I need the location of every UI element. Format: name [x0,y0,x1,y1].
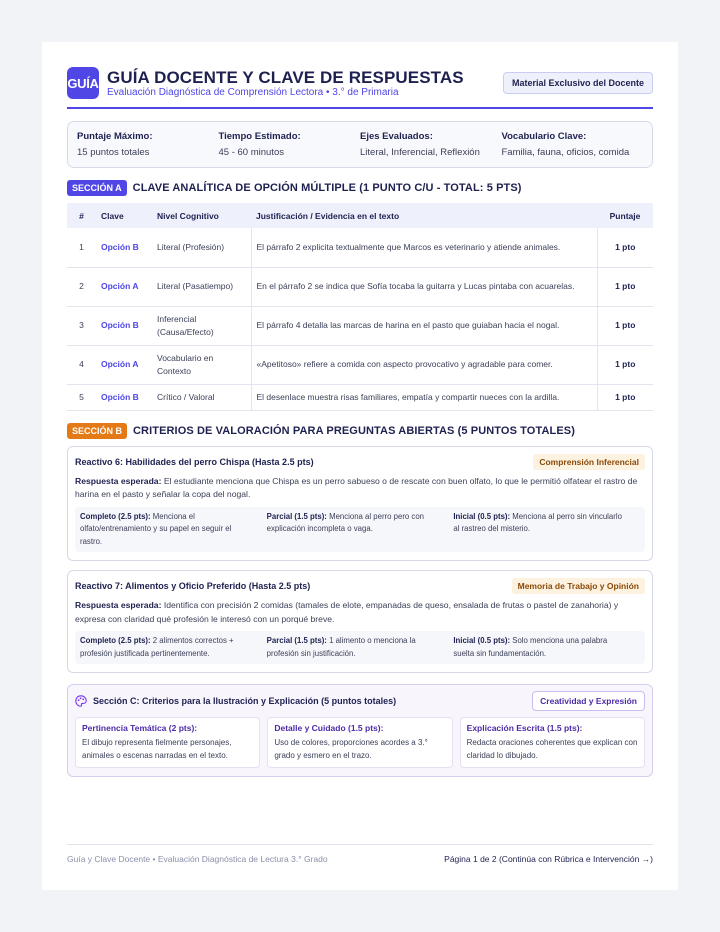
card-header [75,454,645,470]
criterion-text: Redacta oraciones coherentes que explican con claridad lo dibujado. [466,738,638,760]
row-score: 1 pto [597,306,653,345]
item-card-7 [67,570,653,673]
card-title: Reactivo 6: Habilidades del perro Chispa (Hasta 2.5 pts) [75,456,314,467]
summary-item [502,130,644,159]
criterion-card [267,717,452,768]
row-score: 1 pto [597,228,653,267]
section-a-title: CLAVE ANALÍTICA DE OPCIÓN MÚLTIPLE (1 PUNTO C/U - TOTAL: 5 PTS) [132,182,522,194]
col-header-number: # [67,203,96,228]
section-b-header [67,422,653,440]
item-card-6 [67,446,653,562]
row-key: Opción A [96,345,152,384]
summary-item [360,130,502,159]
summary-box [67,121,653,168]
section-a-header [67,179,653,197]
section-c-tag: Creatividad y Expresión [532,691,645,711]
footer [67,844,653,864]
row-justification: En el párrafo 2 se indica que Sofía tocaba la guitarra y Lucas pintaba con acuarelas. [251,267,597,306]
col-header-level: Nivel Cognitivo [152,203,251,228]
table-row [67,228,653,267]
criterion-title: Explicación Escrita (1.5 pts): [466,723,583,733]
table-header-row [67,203,653,228]
criterion-partial: Parcial (1.5 pts): 1 alimento o menciona la profesión sin justificación. [266,636,416,658]
section-c-header [75,691,645,711]
row-key: Opción B [96,384,152,410]
row-justification: El párrafo 2 explicita textualmente que Marcos es veterinario y atiende animales. [251,228,597,267]
row-key: Opción B [96,228,152,267]
criterion-initial: Inicial (0.5 pts): Menciona al perro sin vincularlo al rastreo del misterio. [453,511,622,533]
section-a-tag: SECCIÓN A [67,180,127,196]
section-b-tag: SECCIÓN B [67,423,127,439]
summary-item [77,130,219,159]
summary-value: Familia, fauna, oficios, comida [501,147,630,158]
criterion-text: Uso de colores, proporciones acordes a 3.° grado y esmero en el trazo. [274,738,428,760]
col-header-justification: Justificación / Evidencia en el texto [251,203,597,228]
criterion-complete: Completo (2.5 pts): Menciona el olfato/entrenamiento y su papel en seguir el rastro. [80,511,232,546]
criterion-title: Pertinencia Temática (2 pts): [82,723,198,733]
section-c-criteria [75,717,645,768]
criterion-title: Detalle y Cuidado (1.5 pts): [274,723,384,733]
exclusive-badge: Material Exclusivo del Docente [503,72,653,94]
expected-answer-label: Respuesta esperada: [75,475,162,486]
row-score: 1 pto [597,345,653,384]
criterion-complete: Completo (2.5 pts): 2 alimentos correctos + profesión justificada pertinentemente. [80,636,234,658]
page-title: GUÍA DOCENTE Y CLAVE DE RESPUESTAS [107,67,464,87]
row-number: 1 [67,228,96,267]
expected-answer [75,599,645,626]
criterion-partial: Parcial (1.5 pts): Menciona al perro pero con explicación incompleta o vaga. [266,511,424,533]
section-b-title: CRITERIOS DE VALORACIÓN PARA PREGUNTAS ABIERTAS (5 PUNTOS TOTALES) [133,424,575,437]
criterion-initial: Inicial (0.5 pts): Solo menciona una palabra suelta sin fundamentación. [453,636,608,658]
answer-key-table [67,203,653,411]
logo: GUÍA [67,67,99,99]
table-row [67,306,653,345]
palette-icon [75,695,87,707]
row-number: 2 [67,267,96,306]
summary-label: Vocabulario Clave: [501,131,587,142]
footer-right: Página 1 de 2 (Continúa con Rúbrica e Intervención →) [444,854,653,864]
footer-left: Guía y Clave Docente • Evaluación Diagnóstica de Lectura 3.° Grado [67,854,328,864]
table-row [67,267,653,306]
expected-answer-text: Identifica con precisión 2 comidas (tamales de elote, empanadas de queso, ensalada de frutas o pastel de zanahoria) y expresa con claridad qué profesión le interesó con un porqué breve. [75,600,619,624]
section-c-title-wrap [75,695,396,707]
page [42,42,678,890]
table-row [67,384,653,410]
summary-value: 45 - 60 minutos [218,147,284,158]
page-subtitle: Evaluación Diagnóstica de Comprensión Lectora • 3.° de Primaria [107,86,399,98]
summary-value: Literal, Inferencial, Reflexión [360,147,480,158]
criterion-card [460,717,645,768]
row-level: Crítico / Valoral [152,384,251,410]
col-header-key: Clave [96,203,152,228]
summary-item [219,130,361,159]
summary-label: Puntaje Máximo: [77,131,153,142]
col-header-score: Puntaje [597,203,653,228]
criteria-row [75,631,645,664]
skill-tag: Memoria de Trabajo y Opinión [512,578,645,594]
criterion-text: El dibujo representa fielmente personajes, animales o escenas narradas en el texto. [82,738,232,760]
header [67,66,653,100]
row-level: Literal (Profesión) [152,228,251,267]
expected-answer-text: El estudiante menciona que Chispa es un perro sabueso o de rescate con buen olfato, lo que le permitió olfatear el rastro de harina en el pasto y señalar la copa del nogal. [75,475,638,499]
summary-label: Tiempo Estimado: [218,131,301,142]
row-number: 5 [67,384,96,410]
table-row [67,345,653,384]
skill-tag: Comprensión Inferencial [533,454,645,470]
header-divider [67,107,653,109]
expected-answer-label: Respuesta esperada: [75,600,162,610]
row-level: Literal (Pasatiempo) [152,267,251,306]
row-score: 1 pto [597,267,653,306]
row-level: Inferencial (Causa/Efecto) [152,306,251,345]
section-c-box [67,684,653,777]
row-score: 1 pto [597,384,653,410]
row-key: Opción A [96,267,152,306]
criteria-row [75,507,645,553]
row-justification: El desenlace muestra risas familiares, empatía y compartir nueces con la ardilla. [251,384,597,410]
row-level: Vocabulario en Contexto [152,345,251,384]
card-title: Reactivo 7: Alimentos y Oficio Preferido (Hasta 2.5 pts) [75,581,311,591]
row-key: Opción B [96,306,152,345]
row-justification: «Apetitoso» refiere a comida con aspecto provocativo y agradable para comer. [251,345,597,384]
summary-value: 15 puntos totales [77,147,150,158]
row-number: 3 [67,306,96,345]
summary-label: Ejes Evaluados: [360,131,433,142]
expected-answer [75,475,645,502]
header-text [107,68,503,99]
card-header [75,578,645,594]
criterion-card [75,717,260,768]
row-justification: El párrafo 4 detalla las marcas de harina en el pasto que guiaban hacia el nogal. [251,306,597,345]
section-c-title: Sección C: Criterios para la Ilustración y Explicación (5 puntos totales) [93,696,397,706]
row-number: 4 [67,345,96,384]
